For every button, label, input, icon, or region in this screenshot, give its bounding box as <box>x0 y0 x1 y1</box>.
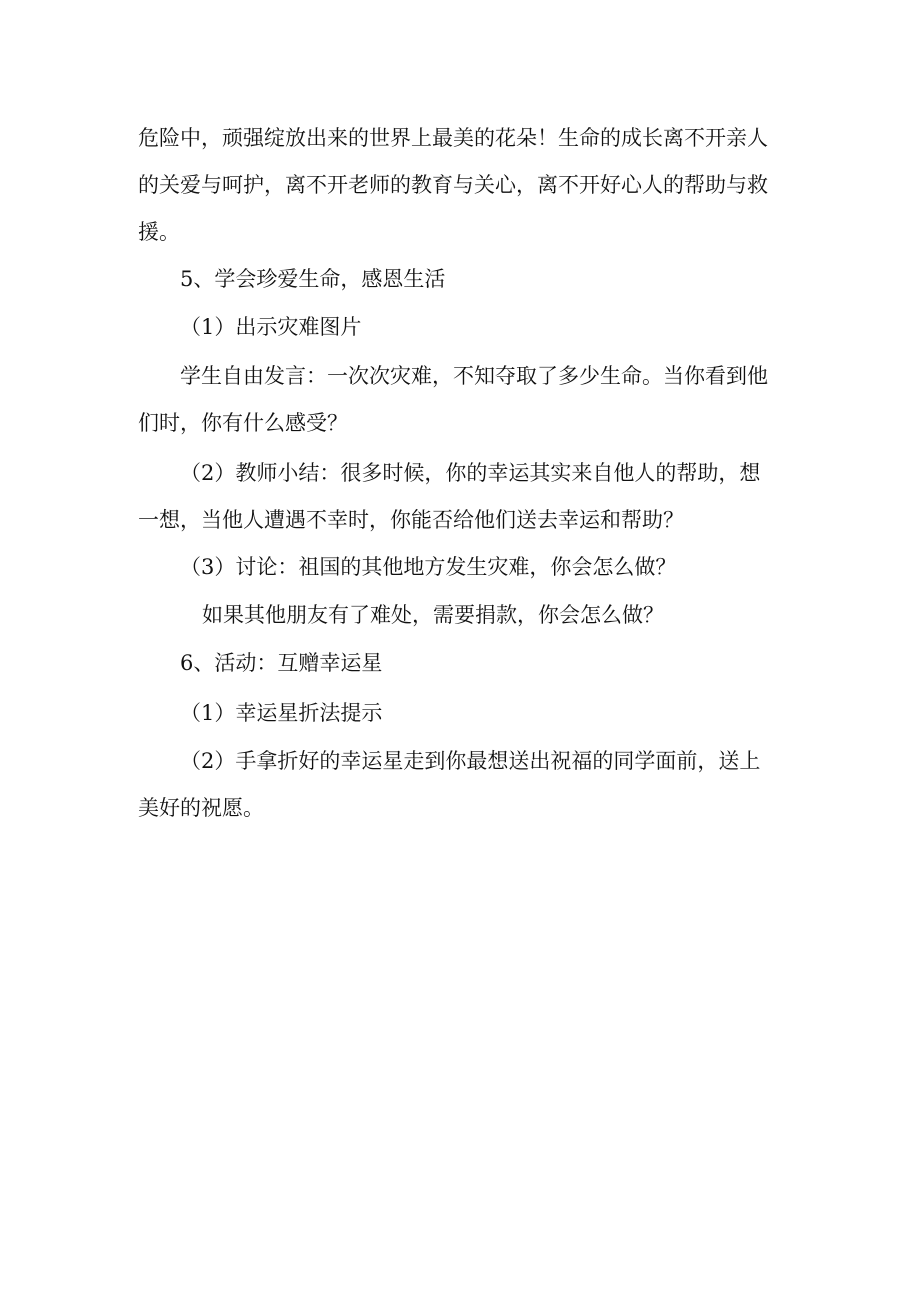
text-line: 如果其他朋友有了难处，需要捐款，你会怎么做？ <box>202 603 664 627</box>
text-line: 学生自由发言：一次次灾难，不知夺取了多少生命。当你看到他 <box>180 364 768 388</box>
text-line: （3）讨论：祖国的其他地方发生灾难，你会怎么做？ <box>180 555 677 579</box>
text-line: （2）手拿折好的幸运星走到你最想送出祝福的同学面前，送上 <box>180 749 761 773</box>
paragraph-item-3 <box>0 544 920 591</box>
text-line: 危险中，顽强绽放出来的世界上最美的花朵！生命的成长离不开亲人 <box>138 126 768 150</box>
text-line: （1）出示灾难图片 <box>180 315 362 339</box>
text-line: （2）教师小结：很多时候，你的幸运其实来自他人的帮助，想 <box>180 461 761 485</box>
text-line: 一想，当他人遭遇不幸时，你能否给他们送去幸运和帮助？ <box>138 508 684 532</box>
section-heading-6 <box>0 640 920 687</box>
paragraph-item-2 <box>0 450 920 544</box>
paragraph-activity-1 <box>0 690 920 737</box>
text-line: 的关爱与呵护，离不开老师的教育与关心，离不开好心人的帮助与救 <box>138 173 768 197</box>
section-heading-5 <box>0 256 920 303</box>
paragraph-student-speech <box>0 353 920 447</box>
text-line: 5、学会珍爱生命，感恩生活 <box>180 267 446 291</box>
text-line: （1）幸运星折法提示 <box>180 701 383 725</box>
text-line: 援。 <box>138 220 180 244</box>
paragraph-item-3-cont <box>0 592 920 639</box>
paragraph-1 <box>0 115 920 256</box>
paragraph-activity-2 <box>0 738 920 832</box>
text-line: 美好的祝愿。 <box>138 796 264 820</box>
paragraph-item-1 <box>0 304 920 351</box>
text-line: 6、活动：互赠幸运星 <box>180 651 383 675</box>
text-line: 们时，你有什么感受？ <box>138 411 348 435</box>
